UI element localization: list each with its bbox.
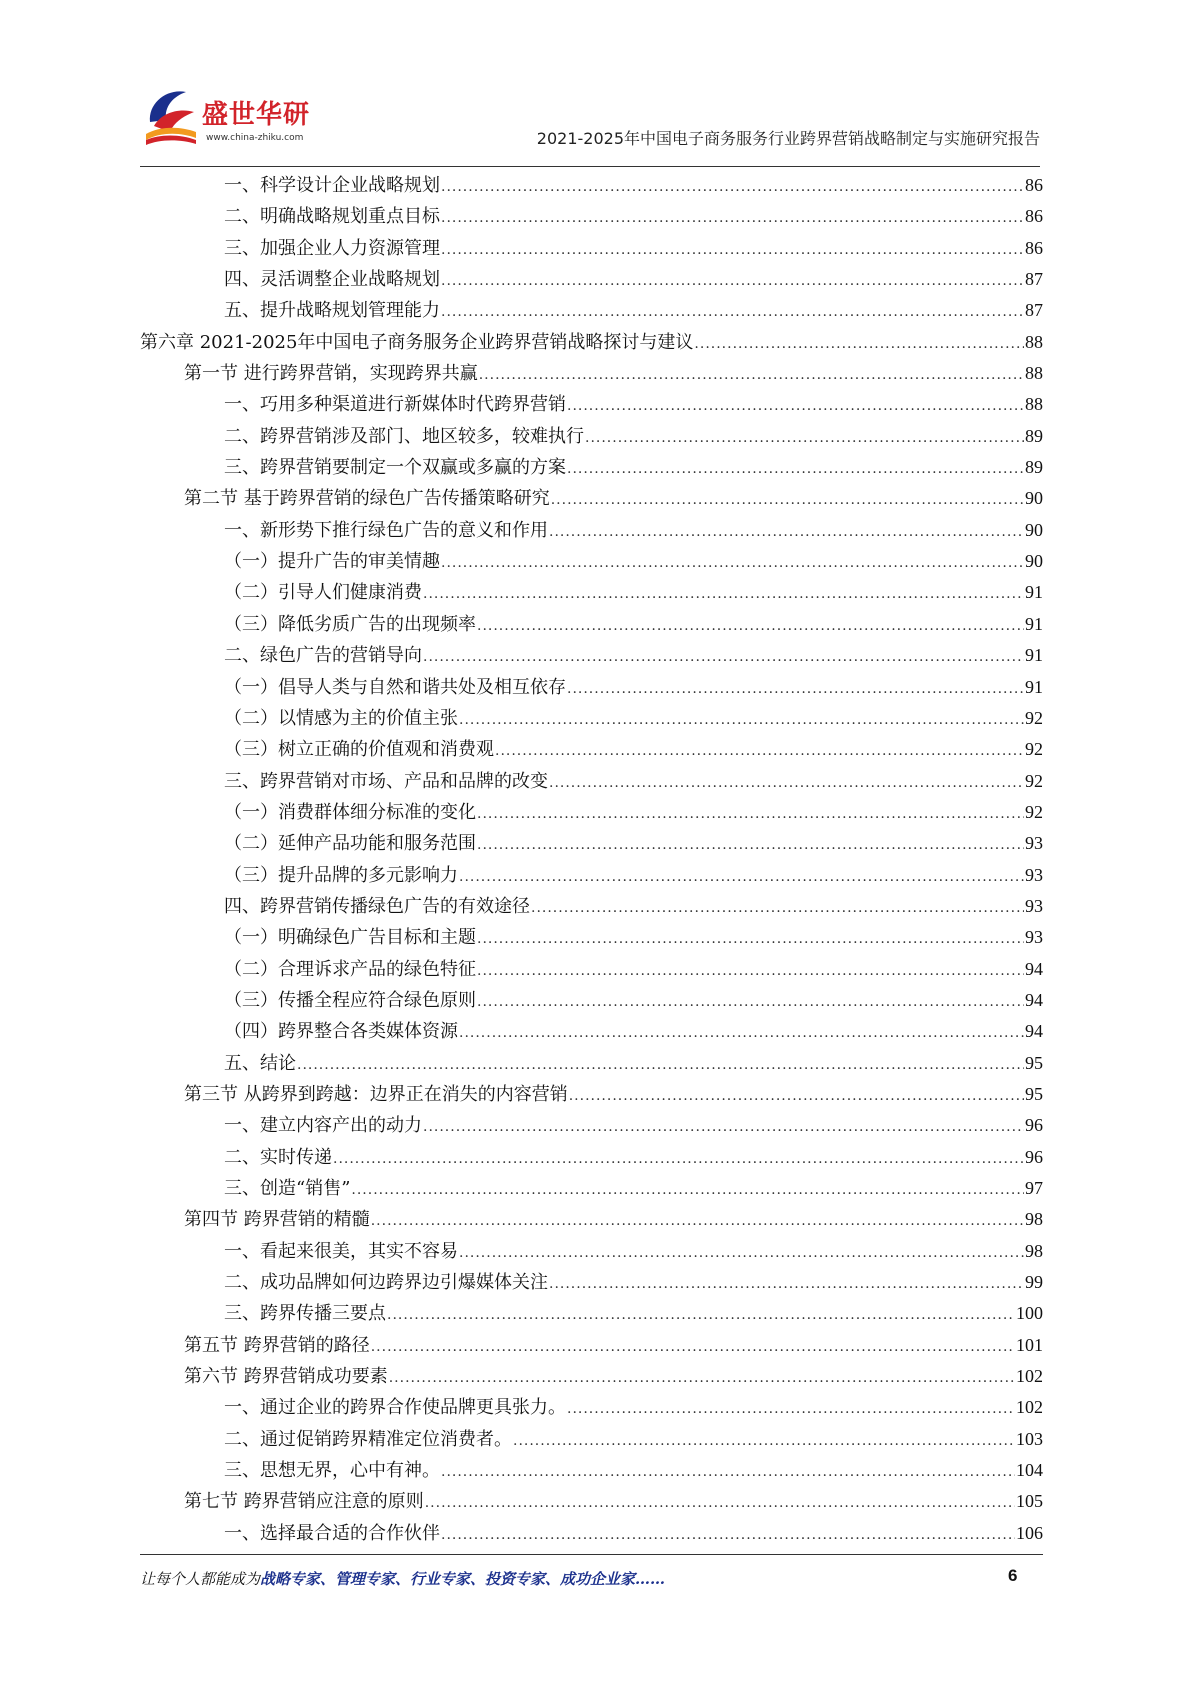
toc-leader-dots — [423, 1112, 1024, 1141]
toc-entry-page: 101 — [1016, 1334, 1043, 1355]
toc-entry-page: 95 — [1025, 1052, 1043, 1073]
toc-entry-title: 第六章 2021-2025年中国电子商务服务企业跨界营销战略探讨与建议 — [140, 331, 694, 353]
toc-entry-title: （三）降低劣质广告的出现频率 — [224, 613, 476, 635]
toc-leader-dots — [351, 1175, 1024, 1204]
toc-leader-dots — [441, 235, 1024, 264]
toc-entry-title: 五、提升战略规划管理能力 — [224, 300, 440, 322]
logo-url: www.china-zhiku.com — [206, 133, 304, 143]
toc-entry[interactable] — [140, 546, 1043, 577]
toc-entry-title: 三、跨界营销要制定一个双赢或多赢的方案 — [224, 457, 566, 479]
toc-entry-title: 一、新形势下推行绿色广告的意义和作用 — [224, 519, 548, 541]
toc-entry-title: 一、选择最合适的合作伙伴 — [224, 1522, 440, 1544]
toc-entry-page: 102 — [1016, 1366, 1043, 1387]
toc-entry-page: 98 — [1025, 1240, 1043, 1261]
toc-entry-title: 二、跨界营销涉及部门、地区较多，较难执行 — [224, 425, 584, 447]
toc-entry[interactable] — [140, 640, 1043, 671]
toc-entry-page: 86 — [1025, 175, 1043, 195]
toc-entry[interactable] — [140, 1079, 1043, 1110]
toc-entry[interactable] — [140, 295, 1043, 326]
toc-entry-page: 92 — [1025, 707, 1043, 728]
toc-entry[interactable] — [140, 766, 1043, 797]
toc-entry-page: 90 — [1025, 519, 1043, 540]
toc-entry-title: （一）提升广告的审美情趣 — [224, 551, 440, 573]
toc-entry-page: 97 — [1025, 1178, 1043, 1198]
toc-entry-title: 四、跨界营销传播绿色广告的有效途径 — [224, 895, 530, 917]
toc-leader-dots — [694, 329, 1024, 358]
toc-entry[interactable] — [140, 797, 1043, 828]
toc-entry-title: （二）延伸产品功能和服务范围 — [224, 833, 476, 855]
toc-entry-page: 88 — [1025, 363, 1043, 384]
toc-entry[interactable] — [140, 1424, 1043, 1455]
toc-entry-title: 二、实时传递 — [224, 1146, 332, 1168]
toc-entry[interactable] — [140, 1048, 1043, 1079]
toc-leader-dots — [441, 297, 1024, 326]
toc-leader-dots — [441, 1457, 1015, 1486]
toc-leader-dots — [459, 862, 1024, 891]
toc-entry-title: 四、灵活调整企业战略规划 — [224, 269, 440, 291]
toc-entry-page: 91 — [1025, 676, 1043, 697]
toc-entry-page: 104 — [1016, 1460, 1043, 1481]
toc-entry[interactable] — [140, 1455, 1043, 1486]
toc-entry-page: 102 — [1016, 1397, 1043, 1418]
toc-leader-dots — [567, 391, 1024, 420]
toc-leader-dots — [477, 987, 1024, 1016]
toc-leader-dots — [477, 956, 1024, 985]
toc-entry-title: 三、加强企业人力资源管理 — [224, 237, 440, 259]
toc-leader-dots — [423, 642, 1024, 671]
toc-leader-dots — [567, 454, 1024, 483]
toc-leader-dots — [387, 1300, 1015, 1329]
toc-entry-page: 96 — [1025, 1146, 1043, 1167]
toc-entry-page: 93 — [1025, 927, 1043, 948]
toc-entry-title: 二、通过促销跨界精准定位消费者。 — [224, 1428, 512, 1450]
toc-entry-page: 92 — [1025, 770, 1043, 791]
toc-entry-page: 98 — [1025, 1209, 1043, 1230]
toc-entry-title: （三）树立正确的价值观和消费观 — [224, 739, 494, 761]
toc-entry-page: 93 — [1025, 895, 1043, 916]
toc-entry-page: 93 — [1025, 864, 1043, 885]
toc-entry-page: 96 — [1025, 1115, 1043, 1136]
toc-entry-title: （四）跨界整合各类媒体资源 — [224, 1021, 458, 1043]
toc-entry-page: 87 — [1025, 269, 1043, 290]
toc-entry[interactable] — [140, 954, 1043, 985]
toc-entry[interactable] — [140, 483, 1043, 514]
toc-entry-title: 一、通过企业的跨界合作使品牌更具张力。 — [224, 1397, 566, 1419]
toc-leader-dots — [423, 579, 1024, 608]
toc-leader-dots — [333, 1144, 1024, 1173]
toc-entry-page: 89 — [1025, 425, 1043, 446]
toc-entry-page: 89 — [1025, 457, 1043, 478]
company-logo — [140, 82, 320, 162]
toc-entry[interactable] — [140, 358, 1043, 389]
footer-divider — [140, 1554, 1043, 1555]
toc-entry-title: （一）消费群体细分标准的变化 — [224, 801, 476, 823]
toc-entry[interactable] — [140, 515, 1043, 546]
toc-entry-title: （二）引导人们健康消费 — [224, 582, 422, 604]
toc-entry-title: 第七节 跨界营销应注意的原则 — [184, 1491, 424, 1513]
toc-entry-page: 103 — [1016, 1428, 1043, 1449]
toc-leader-dots — [477, 611, 1024, 640]
toc-entry[interactable] — [140, 1392, 1043, 1423]
toc-leader-dots — [441, 548, 1024, 577]
toc-entry-page: 106 — [1016, 1522, 1043, 1543]
toc-entry-page: 94 — [1025, 1021, 1043, 1042]
logo-text: 盛世华研 — [202, 100, 311, 130]
toc-entry-page: 90 — [1025, 488, 1043, 509]
toc-entry[interactable] — [140, 1330, 1043, 1361]
toc-entry-title: 第四节 跨界营销的精髓 — [184, 1209, 370, 1231]
toc-entry-page: 99 — [1025, 1272, 1043, 1293]
toc-leader-dots — [459, 1018, 1024, 1047]
toc-leader-dots — [479, 360, 1024, 389]
toc-entry[interactable] — [140, 327, 1043, 358]
toc-entry-title: 第一节 进行跨界营销，实现跨界共赢 — [184, 363, 478, 385]
toc-entry-title: 三、创造“销售” — [224, 1178, 351, 1199]
toc-entry[interactable] — [140, 672, 1043, 703]
toc-entry[interactable] — [140, 828, 1043, 859]
toc-entry-title: 二、明确战略规划重点目标 — [224, 206, 440, 228]
toc-entry-title: 第二节 基于跨界营销的绿色广告传播策略研究 — [184, 488, 550, 510]
toc-entry-page: 92 — [1025, 801, 1043, 822]
toc-leader-dots — [567, 1394, 1015, 1423]
page-header — [140, 78, 1040, 168]
toc-leader-dots — [441, 1520, 1015, 1549]
toc-leader-dots — [425, 1488, 1015, 1517]
toc-entry-page: 87 — [1025, 300, 1043, 321]
toc-entry[interactable] — [140, 1173, 1043, 1204]
toc-leader-dots — [459, 705, 1024, 734]
toc-entry-title: 第六节 跨界营销成功要素 — [184, 1366, 388, 1388]
toc-entry-page: 91 — [1025, 645, 1043, 666]
toc-entry-page: 95 — [1025, 1083, 1043, 1104]
toc-entry[interactable] — [140, 703, 1043, 734]
toc-leader-dots — [569, 1081, 1024, 1110]
toc-entry[interactable] — [140, 1361, 1043, 1392]
toc-entry[interactable] — [140, 734, 1043, 765]
slogan-prefix: 让每个人都能成为 — [140, 1570, 261, 1588]
toc-entry-page: 92 — [1025, 739, 1043, 760]
toc-entry-page: 100 — [1016, 1303, 1043, 1324]
toc-entry[interactable] — [140, 421, 1043, 452]
toc-entry-title: （二）以情感为主的价值主张 — [224, 707, 458, 729]
toc-entry-title: （一）倡导人类与自然和谐共处及相互依存 — [224, 676, 566, 698]
toc-entry[interactable] — [140, 1204, 1043, 1235]
toc-entry-title: 二、绿色广告的营销导向 — [224, 645, 422, 667]
toc-entry[interactable] — [140, 1110, 1043, 1141]
toc-entry-page: 88 — [1025, 394, 1043, 415]
toc-entry[interactable] — [140, 233, 1043, 264]
toc-entry-title: 一、巧用多种渠道进行新媒体时代跨界营销 — [224, 394, 566, 416]
toc-leader-dots — [567, 674, 1024, 703]
toc-leader-dots — [531, 893, 1024, 922]
toc-entry[interactable] — [140, 452, 1043, 483]
toc-entry[interactable] — [140, 1486, 1043, 1517]
header-divider — [140, 166, 1040, 167]
page-number: 6 — [1008, 1566, 1018, 1585]
toc-entry[interactable] — [140, 1518, 1043, 1549]
toc-entry-title: 二、成功品牌如何边跨界边引爆媒体关注 — [224, 1272, 548, 1294]
toc-leader-dots — [477, 924, 1024, 953]
toc-leader-dots — [371, 1332, 1015, 1361]
toc-leader-dots — [441, 203, 1024, 232]
toc-leader-dots — [585, 423, 1024, 452]
toc-entry[interactable] — [140, 1298, 1043, 1329]
toc-entry-title: 三、跨界营销对市场、产品和品牌的改变 — [224, 770, 548, 792]
toc-entry[interactable] — [140, 389, 1043, 420]
toc-entry-page: 91 — [1025, 582, 1043, 603]
toc-entry-page: 105 — [1016, 1491, 1043, 1512]
toc-leader-dots — [549, 517, 1024, 546]
toc-entry-title: 第五节 跨界营销的路径 — [184, 1334, 370, 1356]
toc-entry-title: 三、跨界传播三要点 — [224, 1303, 386, 1325]
toc-leader-dots — [389, 1363, 1015, 1392]
toc-entry-page: 94 — [1025, 958, 1043, 979]
slogan-highlight: 战略专家、管理专家、行业专家、投资专家、成功企业家…… — [260, 1570, 666, 1588]
logo-mark-icon — [140, 82, 210, 152]
toc-entry[interactable] — [140, 201, 1043, 232]
toc-entry-title: （一）明确绿色广告目标和主题 — [224, 927, 476, 949]
toc-entry[interactable] — [140, 891, 1043, 922]
toc-entry-page: 90 — [1025, 551, 1043, 572]
toc-leader-dots — [459, 1238, 1024, 1267]
toc-entry-title: 五、结论 — [224, 1052, 296, 1074]
toc-entry-page: 88 — [1025, 331, 1043, 352]
toc-entry[interactable] — [140, 1236, 1043, 1267]
toc-leader-dots — [371, 1206, 1024, 1235]
toc-entry[interactable] — [140, 860, 1043, 891]
toc-leader-dots — [477, 830, 1024, 859]
toc-entry[interactable] — [140, 1016, 1043, 1047]
toc-leader-dots — [495, 736, 1024, 765]
toc-entry-title: 第三节 从跨界到跨越：边界正在消失的内容营销 — [184, 1083, 568, 1105]
table-of-contents — [140, 170, 1043, 1549]
toc-entry[interactable] — [140, 1142, 1043, 1173]
footer-slogan — [140, 1568, 665, 1589]
toc-leader-dots — [441, 172, 1024, 201]
toc-entry-title: （三）提升品牌的多元影响力 — [224, 864, 458, 886]
toc-entry-title: 一、科学设计企业战略规划 — [224, 175, 440, 196]
toc-leader-dots — [513, 1426, 1015, 1455]
toc-leader-dots — [551, 485, 1024, 514]
toc-entry-page: 86 — [1025, 206, 1043, 227]
toc-leader-dots — [297, 1050, 1024, 1079]
toc-entry[interactable] — [140, 170, 1043, 201]
document-title: 2021-2025年中国电子商务服务行业跨界营销战略制定与实施研究报告 — [536, 129, 1040, 148]
toc-entry[interactable] — [140, 985, 1043, 1016]
toc-entry-page: 94 — [1025, 989, 1043, 1010]
toc-entry[interactable] — [140, 264, 1043, 295]
toc-entry-title: （二）合理诉求产品的绿色特征 — [224, 958, 476, 980]
toc-entry-title: 一、看起来很美，其实不容易 — [224, 1240, 458, 1262]
toc-leader-dots — [549, 1269, 1024, 1298]
toc-entry[interactable] — [140, 577, 1043, 608]
toc-leader-dots — [549, 768, 1024, 797]
toc-leader-dots — [441, 266, 1024, 295]
toc-entry-page: 93 — [1025, 833, 1043, 854]
toc-entry-title: 一、建立内容产出的动力 — [224, 1115, 422, 1137]
toc-entry-title: （三）传播全程应符合绿色原则 — [224, 989, 476, 1011]
toc-entry[interactable] — [140, 1267, 1043, 1298]
toc-entry-page: 91 — [1025, 613, 1043, 634]
toc-entry[interactable] — [140, 609, 1043, 640]
toc-entry[interactable] — [140, 922, 1043, 953]
toc-entry-page: 86 — [1025, 237, 1043, 258]
toc-leader-dots — [477, 799, 1024, 828]
toc-entry-title: 三、思想无界，心中有神。 — [224, 1460, 440, 1482]
